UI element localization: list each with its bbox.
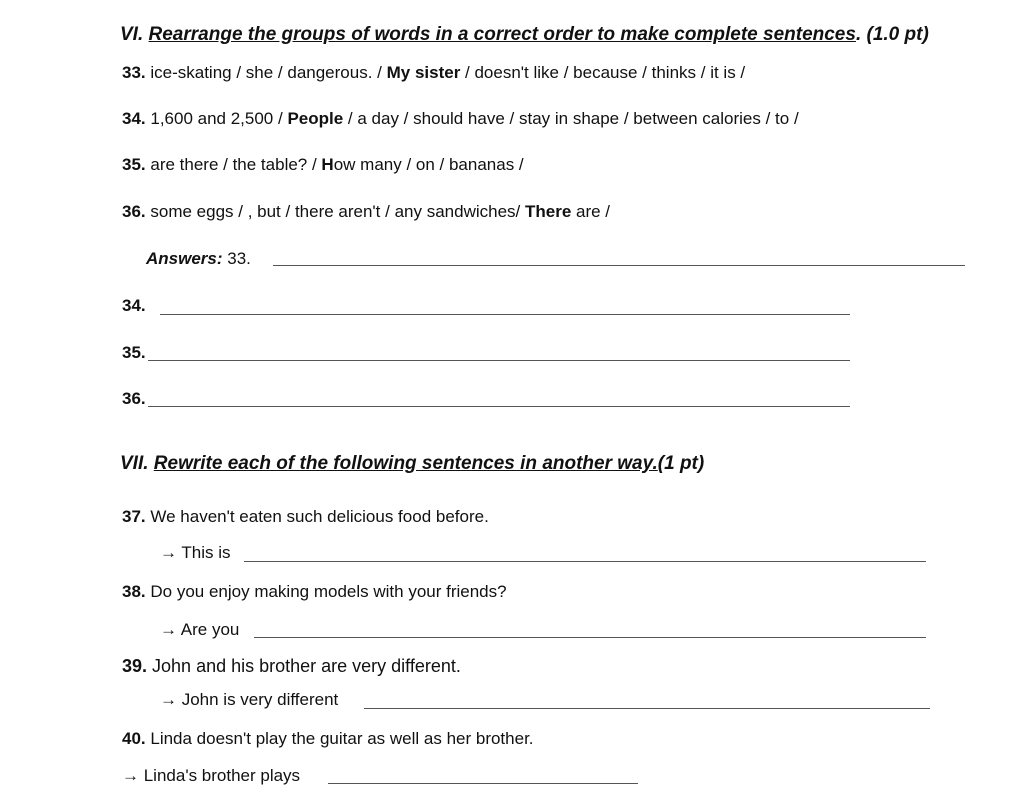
answer-34-number: 34. xyxy=(122,296,146,315)
question-39 xyxy=(122,656,461,677)
answers-label: Answers: xyxy=(146,249,223,268)
answer-36-number: 36. xyxy=(122,389,146,408)
question-36-text-a: some eggs / , but / there aren't / any sandwiches/ xyxy=(145,202,525,221)
question-34-text-b: / a day / should have / stay in shape / between calories / to / xyxy=(343,109,799,128)
section-6-title: Rearrange the groups of words in a correct order to make complete sentences xyxy=(148,24,856,45)
section-6-points: . (1.0 pt) xyxy=(855,24,929,45)
answers-label-row xyxy=(146,249,251,269)
section-6-heading xyxy=(120,24,929,46)
question-38 xyxy=(122,582,507,602)
question-33-text-a: ice-skating / she / dangerous. / xyxy=(145,63,387,82)
question-36-number: 36. xyxy=(122,202,146,221)
question-37 xyxy=(122,507,489,527)
question-37-text: We haven't eaten such delicious food before. xyxy=(145,507,489,526)
section-7-points: (1 pt) xyxy=(657,453,705,474)
question-33-text-b: / doesn't like / because / thinks / it is / xyxy=(460,63,746,82)
section-6-roman: VI. xyxy=(120,24,144,45)
answer-38-line[interactable] xyxy=(254,637,926,638)
question-34 xyxy=(122,109,799,129)
question-40 xyxy=(122,729,534,749)
question-34-text-a: 1,600 and 2,500 / xyxy=(145,109,288,128)
question-39-number: 39. xyxy=(122,656,148,676)
question-35-text-b: ow many / on / bananas / xyxy=(333,155,524,174)
section-7-heading xyxy=(120,453,704,475)
question-33-text-bold: My sister xyxy=(386,63,461,82)
answer-34-line[interactable] xyxy=(160,314,850,315)
answer-39-line[interactable] xyxy=(364,708,930,709)
question-35-text-bold: H xyxy=(321,155,334,174)
question-33 xyxy=(122,63,745,83)
question-39-text: John and his brother are very different. xyxy=(147,656,461,676)
answer-35-line[interactable] xyxy=(148,360,850,361)
answer-40-line[interactable] xyxy=(328,783,638,784)
section-7-title: Rewrite each of the following sentences in another way. xyxy=(153,453,658,474)
answer-33-line[interactable] xyxy=(273,265,965,266)
answer-33-number: 33. xyxy=(227,249,251,268)
question-37-number: 37. xyxy=(122,507,146,526)
question-35 xyxy=(122,155,524,175)
answer-35-number: 35. xyxy=(122,343,146,362)
question-36-text-bold: There xyxy=(524,202,572,221)
question-40-text: Linda doesn't play the guitar as well as her brother. xyxy=(145,729,534,748)
question-34-number: 34. xyxy=(122,109,146,128)
answer-37-line[interactable] xyxy=(244,561,926,562)
question-38-number: 38. xyxy=(122,582,146,601)
question-40-prompt: → Linda's brother plays xyxy=(122,766,301,785)
section-7-roman: VII. xyxy=(120,453,149,474)
question-34-text-bold: People xyxy=(287,109,344,128)
question-39-prompt: → John is very different xyxy=(160,690,339,709)
question-36 xyxy=(122,202,610,222)
question-40-number: 40. xyxy=(122,729,146,748)
question-35-number: 35. xyxy=(122,155,146,174)
question-36-text-b: are / xyxy=(571,202,611,221)
question-38-text: Do you enjoy making models with your friends? xyxy=(145,582,507,601)
question-33-number: 33. xyxy=(122,63,146,82)
question-38-prompt: → Are you xyxy=(160,620,240,639)
question-35-text-a: are there / the table? / xyxy=(145,155,322,174)
question-37-prompt: → This is xyxy=(160,543,231,562)
answer-36-line[interactable] xyxy=(148,406,850,407)
